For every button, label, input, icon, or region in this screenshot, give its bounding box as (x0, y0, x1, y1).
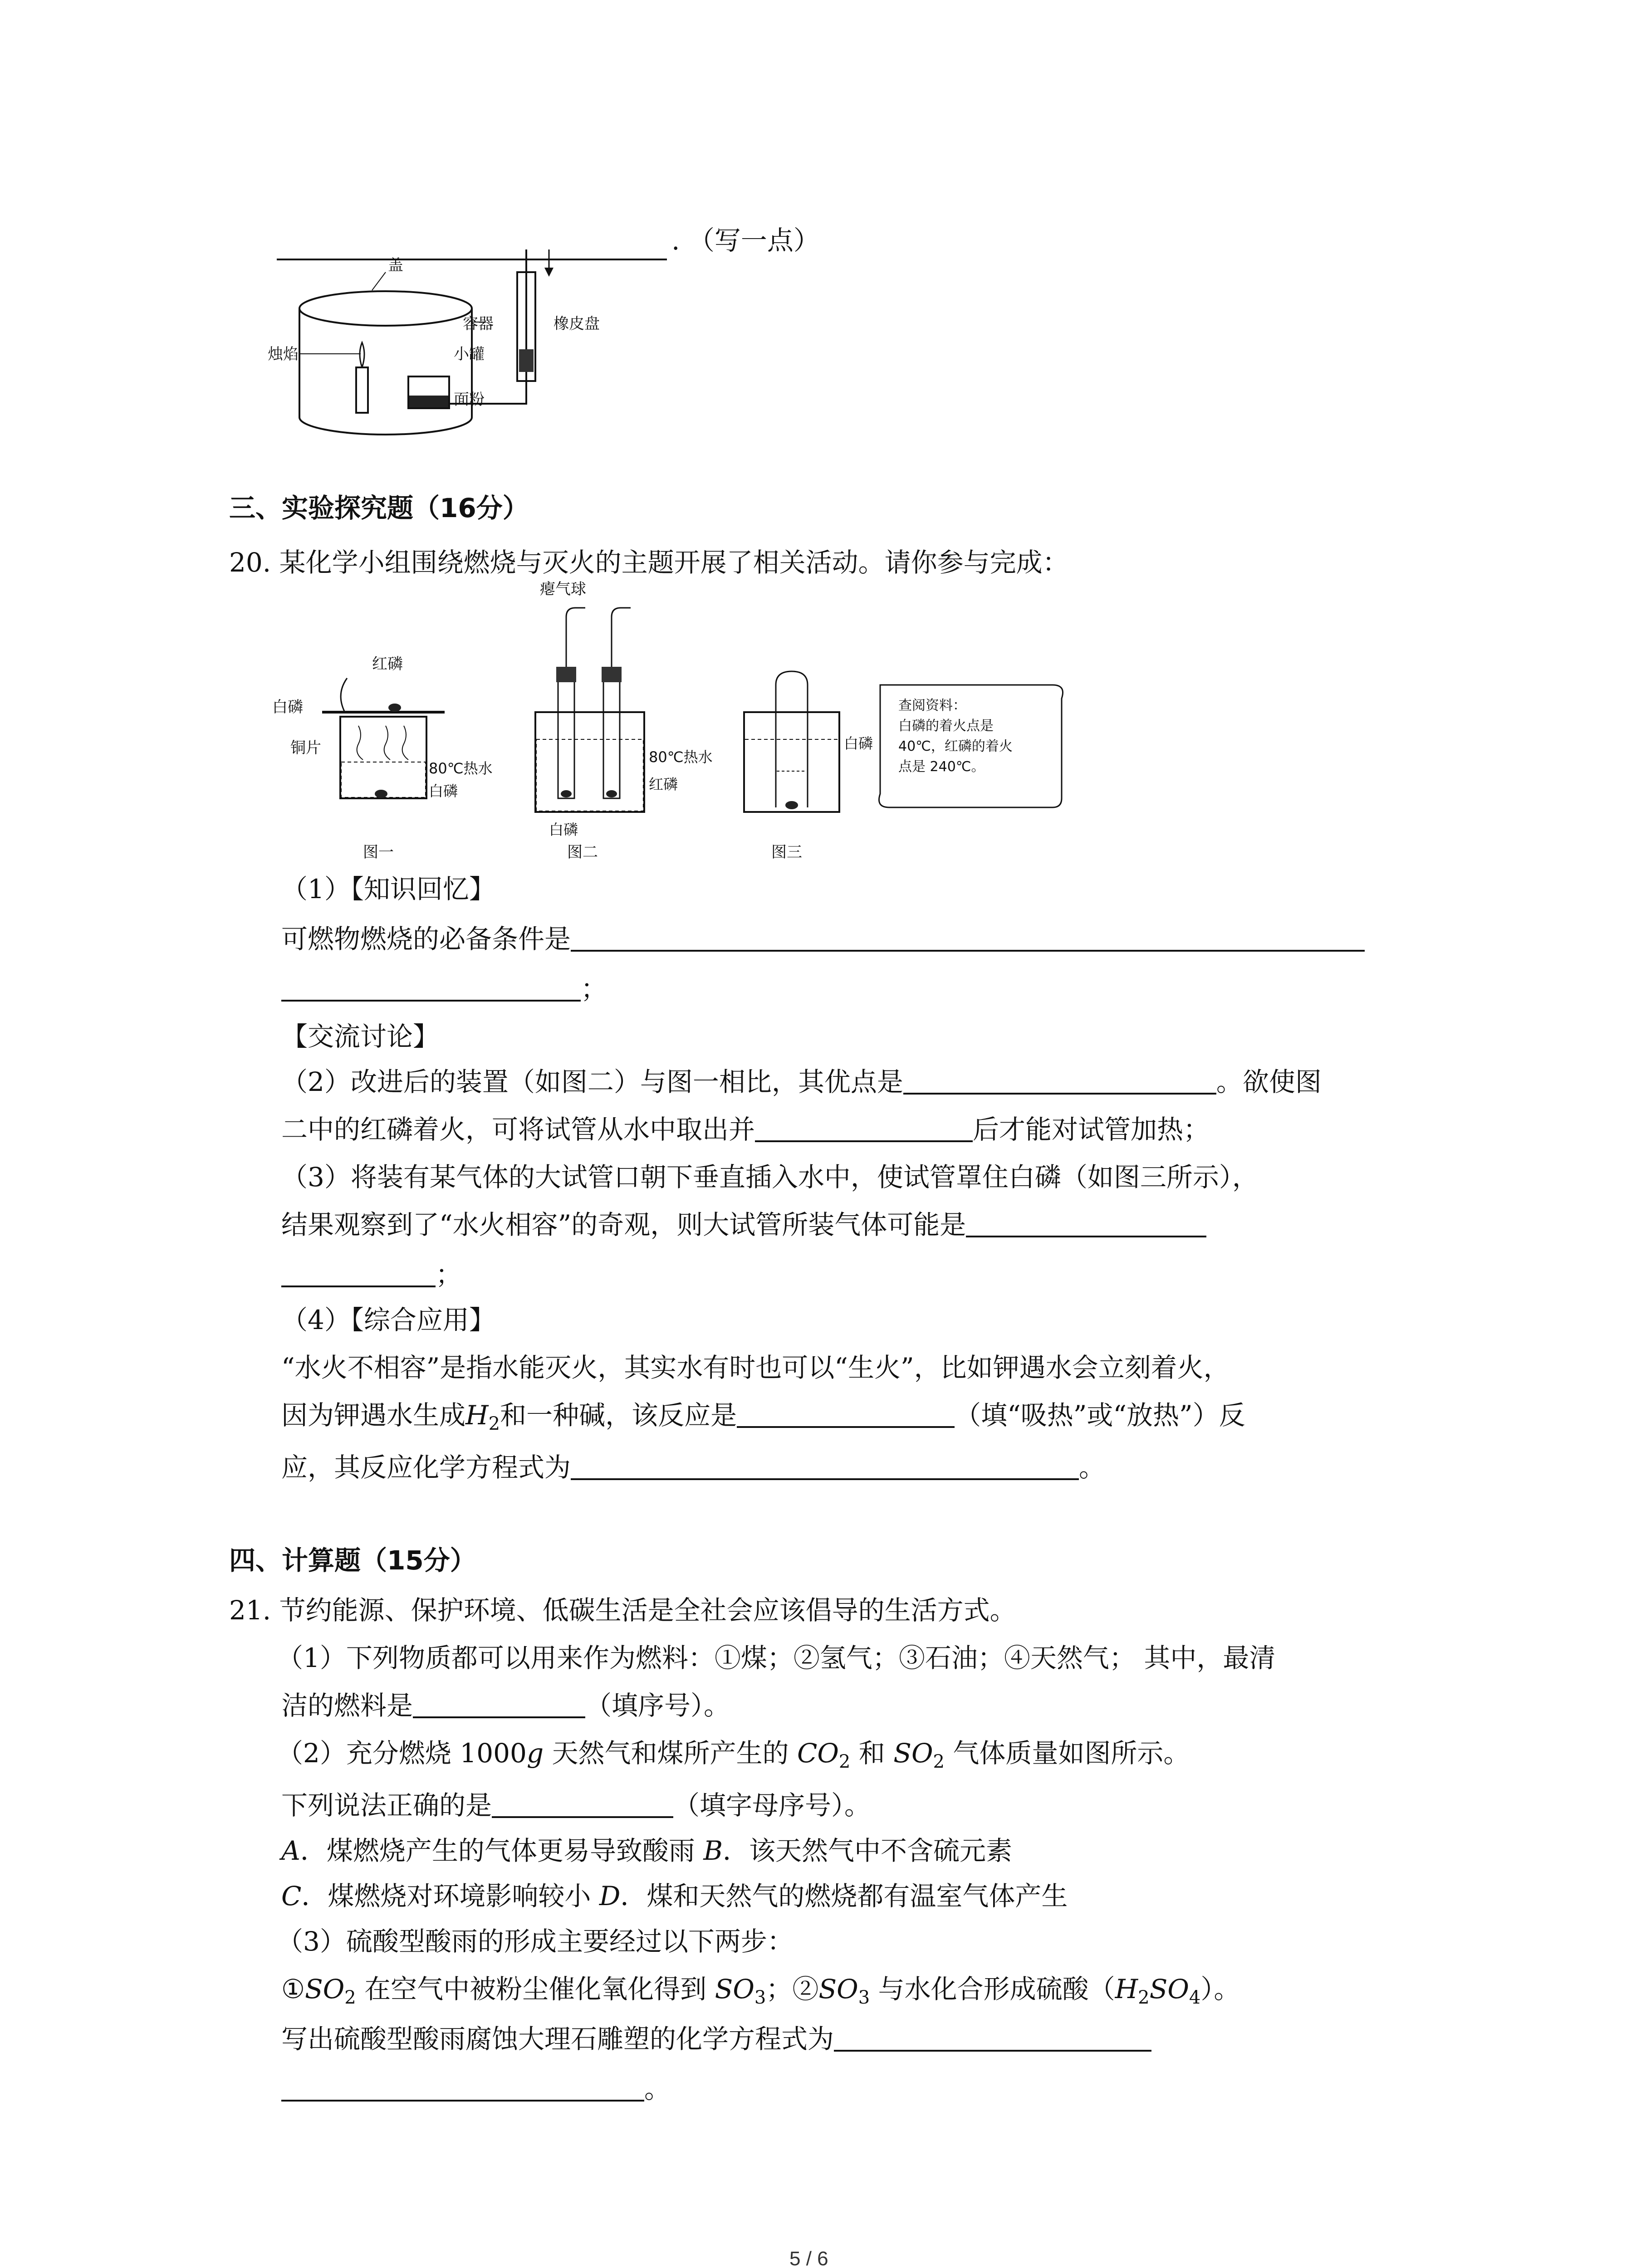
answer-blank[interactable] (737, 1398, 955, 1428)
q21-part2-b: 天然气和煤所产生的 (544, 1738, 797, 1769)
q20-part2-c: 二中的红磷着火，可将试管从水中取出并 (281, 1114, 755, 1145)
punct: 。 (644, 2073, 671, 2104)
q21-part2-d: 下列说法正确的是 (281, 1790, 492, 1821)
option-a-letter: A (281, 1835, 300, 1866)
q20-part4-line1: “水火不相容”是指水能灭火，其实水有时也可以“生火”，比如钾遇水会立刻着火， (281, 1352, 1230, 1383)
white-p-label-1b: 白磷 (429, 782, 458, 800)
option-a-text: ．煤燃烧产生的气体更易导致酸雨 (300, 1835, 704, 1866)
q20-part4-b2: 和一种碱，该反应是 (500, 1400, 737, 1431)
q21-part2-a: （2）充分燃烧 1000 (277, 1738, 527, 1769)
note-line-2: 白磷的着火点是 (898, 718, 994, 734)
punct: ； (581, 973, 607, 1004)
q21-part2-e: （填字母序号）。 (673, 1790, 871, 1821)
q20-part4-line2 (281, 1397, 1245, 1442)
hot-water-label-1: 80℃热水 (429, 760, 493, 777)
option-c-letter: C (281, 1881, 302, 1911)
fig1-caption: 图一 (363, 843, 394, 861)
formula-so3: SO (818, 1974, 858, 2004)
q20-part3-line1: （3）将装有某气体的大试管口朝下垂直插入水中，使试管罩住白磷（如图三所示）， (281, 1162, 1259, 1193)
q20-part4-b1: 因为钾遇水生成 (281, 1400, 466, 1431)
note-line-4: 点是 240℃。 (898, 759, 985, 775)
formula-so2: SO (305, 1974, 345, 2004)
q21-part2-line1 (277, 1735, 1190, 1780)
q21-part3-b3: ；② (766, 1974, 819, 2004)
discussion-title: 【交流讨论】 (281, 1021, 440, 1052)
container-top (299, 291, 472, 326)
q21-part3-cont (281, 2071, 671, 2107)
q21-part3-prompt (281, 2021, 1151, 2057)
q20-part1-title: （1）【知识回忆】 (281, 874, 495, 904)
balloon-label: 瘪气球 (540, 580, 586, 598)
punct: 。 (1079, 1452, 1106, 1483)
q20-part2-line2 (281, 1111, 1210, 1148)
option-b-letter: B (703, 1835, 723, 1866)
section-heading-4: 四、计算题（15分） (229, 1545, 476, 1576)
subscript: 3 (858, 1987, 870, 2008)
lid-label: 盖 (388, 256, 403, 274)
formula-so: SO (893, 1738, 933, 1769)
answer-blank[interactable] (571, 922, 1365, 952)
q20-part2-b: 。欲使图 (1216, 1066, 1322, 1097)
answer-blank[interactable] (834, 2022, 1151, 2052)
q21-part1-b: 洁的燃料是 (281, 1690, 413, 1721)
copper-label: 铜片 (290, 739, 321, 757)
q20-part2-a: （2）改进后的装置（如图二）与图一相比，其优点是 (281, 1066, 903, 1097)
write-one-hint: . （写一点） (671, 225, 820, 256)
formula-co: CO (797, 1738, 839, 1769)
combustion-experiment-figure (272, 581, 1089, 871)
formula-so: SO (1149, 1974, 1189, 2004)
punct: ； (436, 1259, 462, 1290)
q21-part1-line1: （1）下列物质都可以用来作为燃料：①煤；②氢气；③石油；④天然气； 其中，最清 (277, 1642, 1276, 1673)
option-b-text: ．该天然气中不含硫元素 (722, 1835, 1012, 1866)
can-label: 小罐 (454, 345, 485, 363)
white-p-label-3: 白磷 (844, 735, 873, 752)
q21-part3-title: （3）硫酸型酸雨的形成主要经过以下两步： (277, 1926, 794, 1957)
formula-so3: SO (715, 1974, 754, 2004)
answer-blank[interactable] (281, 1257, 436, 1287)
white-p-label-1: 白磷 (272, 698, 303, 716)
subscript: 4 (1189, 1987, 1201, 2008)
note-line-1: 查阅资料： (898, 698, 966, 714)
note-line-3: 40℃，红磷的着火 (898, 738, 1013, 754)
step1-marker: ① (281, 1974, 305, 2004)
q21-part1-c: （填序号）。 (585, 1690, 730, 1721)
q21-part3-b2: 在空气中被粉尘催化氧化得到 (356, 1974, 715, 2004)
q21-stem: 21. 节约能源、保护环境、低碳生活是全社会应该倡导的生活方式。 (229, 1595, 1016, 1626)
option-c-text: ．煤燃烧对环境影响较小 (301, 1881, 599, 1911)
q20-part4-b3: （填“吸热”或“放热”）反 (955, 1400, 1245, 1431)
answer-blank[interactable] (492, 1788, 673, 1818)
q20-part1-cont (281, 971, 607, 1007)
answer-blank[interactable] (281, 972, 581, 1002)
q20-part4-title: （4）【综合应用】 (281, 1305, 495, 1335)
q20-part3-b: 结果观察到了“水火相容”的奇观，则大试管所装气体可能是 (281, 1209, 966, 1240)
q20-part1-text (281, 921, 1365, 957)
formula-h: H (1115, 1974, 1138, 2004)
dust-explosion-figure (268, 254, 681, 445)
q20-part1-prompt: 可燃物燃烧的必备条件是 (281, 924, 571, 954)
hot-water-label-2: 80℃热水 (649, 748, 713, 766)
q20-part2-d: 后才能对试管加热； (973, 1114, 1210, 1145)
subscript: 2 (933, 1751, 945, 1772)
q20-part3-line2 (281, 1207, 1206, 1243)
answer-blank[interactable] (413, 1688, 585, 1718)
answer-blank[interactable] (966, 1207, 1206, 1237)
q21-part3-c: 写出硫酸型酸雨腐蚀大理石雕塑的化学方程式为 (281, 2024, 834, 2054)
red-p-label-2: 红磷 (649, 776, 678, 793)
section-heading-3: 三、实验探究题（16分） (229, 493, 529, 523)
formula-h: H (465, 1400, 489, 1431)
q21-part3-b4: 与水化合形成硫酸（ (870, 1974, 1115, 2004)
q21-part2-line2 (281, 1787, 871, 1823)
q20-stem: 20. 某化学小组围绕燃烧与灭火的主题开展了相关活动。请你参与完成： (229, 547, 1069, 578)
option-d-letter: D (599, 1881, 621, 1911)
flour-label: 面粉 (454, 391, 485, 409)
q21-part2-and: 和 (850, 1738, 894, 1769)
subscript: 2 (1138, 1987, 1150, 2008)
fig2-caption: 图二 (567, 843, 598, 861)
answer-blank[interactable] (281, 2072, 644, 2102)
flame-label: 烛焰 (268, 345, 299, 363)
q21-part2-c: 气体质量如图所示。 (944, 1738, 1190, 1769)
q20-part3-line3 (281, 1256, 462, 1293)
q20-part4-line3 (281, 1449, 1105, 1486)
q21-options-cd (281, 1878, 1068, 1914)
fig3-caption: 图三 (771, 843, 802, 861)
page-number: 5 / 6 (789, 2248, 828, 2268)
q21-part3-b5: ）。 (1200, 1974, 1240, 2004)
q20-part2-line1 (281, 1064, 1322, 1100)
q21-options-ab (281, 1833, 1012, 1869)
subscript: 2 (344, 1987, 356, 2008)
subscript: 3 (754, 1987, 766, 2008)
white-p-label-2: 白磷 (549, 821, 578, 838)
answer-blank[interactable] (755, 1112, 973, 1142)
q21-part3-steps (281, 1971, 1240, 2016)
subscript: 2 (838, 1751, 851, 1772)
subscript: 2 (488, 1413, 500, 1434)
q20-part4-c: 应，其反应化学方程式为 (281, 1452, 571, 1483)
q21-part1-line2 (281, 1687, 730, 1724)
answer-blank[interactable] (903, 1065, 1216, 1095)
red-p-label-1: 红磷 (372, 655, 403, 673)
container-label: 容器 (463, 315, 494, 333)
bulb-label: 橡皮盘 (554, 315, 600, 333)
option-d-text: ．煤和天然气的燃烧都有温室气体产生 (620, 1881, 1068, 1911)
answer-blank[interactable] (571, 1450, 1079, 1480)
unit-g: g (526, 1738, 544, 1769)
